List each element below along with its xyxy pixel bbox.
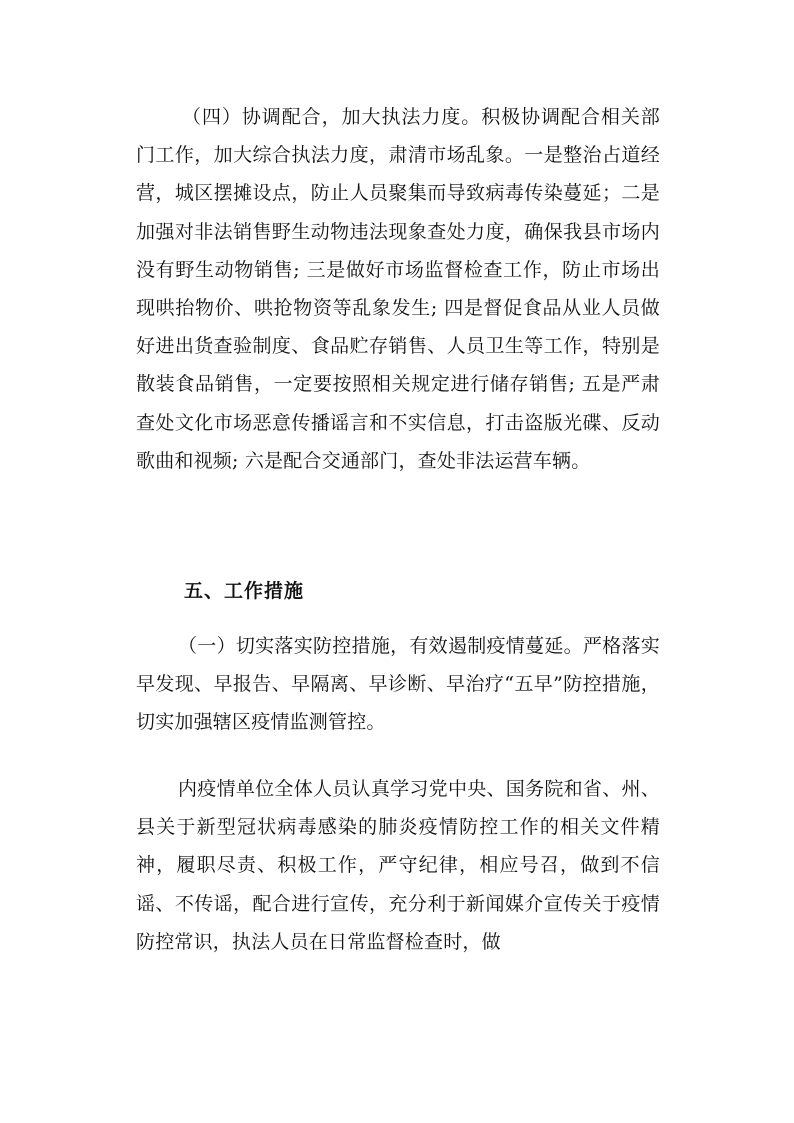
paragraph-study-and-publicity: 内疫情单位全体人员认真学习党中央、国务院和省、州、县关于新型冠状病毒感染的肺炎疫情防控工作的相关文件精神，履职尽责、积极工作，严守纪律，相应号召，做到不信谣、不传谣，配合进行宣传，充分利于新闻媒介宣传关于疫情防控常识，执法人员在日常监督检查时，做 [136,778,660,953]
paragraph-coordination-enforcement: （四）协调配合，加大执法力度。积极协调配合相关部门工作，加大综合执法力度，肃清市场乱象。一是整治占道经营，城区摆摊设点，防止人员聚集而导致病毒传染蔓延；二是加强对非法销售野生动物违法现象查处力度，确保我县市场内没有野生动物销售; 三是做好市场监督检查工作，防止市场出现哄抬物价、哄抢物资等乱象发生; 四是督促食品从业人员做好进出货查验制度、食品贮存销售、人员卫生等工作，特别是散装食品销售，一定要按照相关规定进行储存销售; 五是严肃查处文化市场恶意传播谣言和不实信息，打击盗版光碟、反动歌曲和视频; 六是配合交通部门，查处非法运营车辆。 [136,106,660,472]
paragraph-prevention-measures: （一）切实落实防控措施，有效遏制疫情蔓延。严格落实早发现、早报告、早隔离、早诊断、早治疗“五早”防控措施，切实加强辖区疫情监测管控。 [136,635,660,734]
section-heading-work-measures: 五、工作措施 [184,580,305,602]
